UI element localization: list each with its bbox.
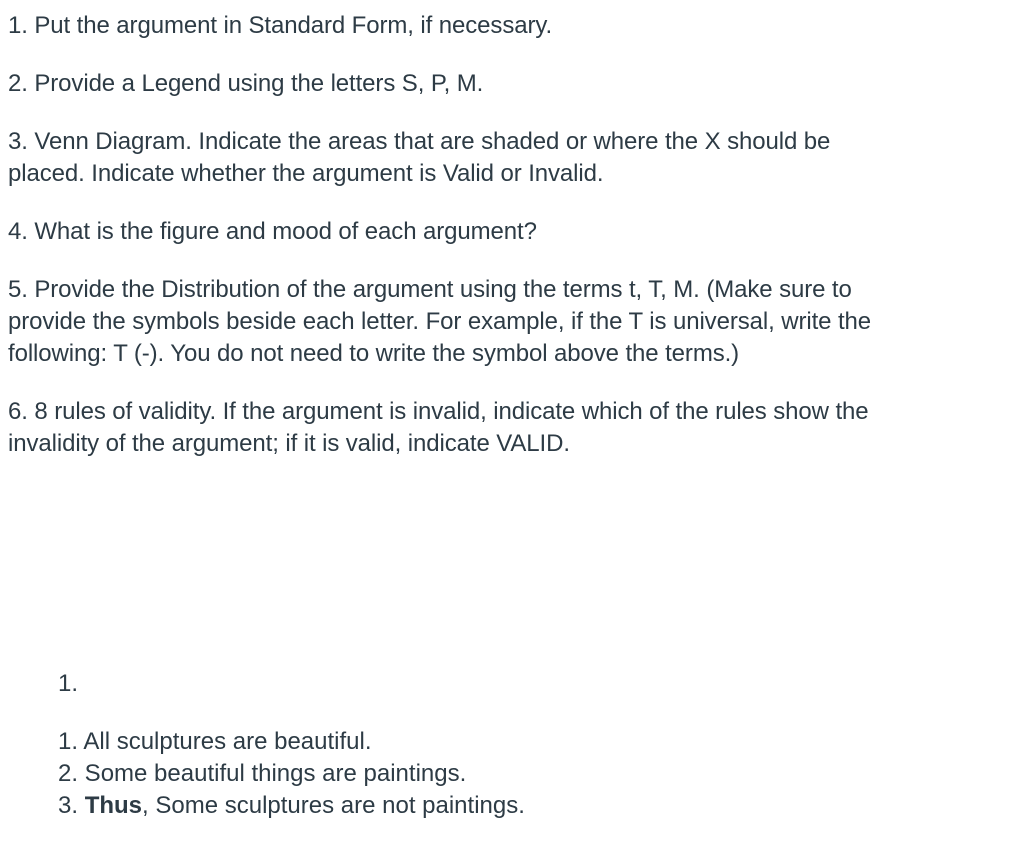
instruction-line: 6. 8 rules of validity. If the argument is invalid, indicate which of the rules show the [8, 398, 869, 425]
conclusion [58, 790, 958, 822]
problem-number: 1. [58, 670, 79, 697]
instruction-5 [8, 274, 1008, 370]
conclusion-text: , Some sculptures are not paintings. [142, 792, 525, 819]
instruction-3 [8, 126, 1008, 190]
instruction-6 [8, 396, 1008, 460]
problem-1 [58, 668, 958, 822]
instruction-line: placed. Indicate whether the argument is Valid or Invalid. [8, 160, 604, 187]
premise-1: 1. All sculptures are beautiful. [58, 728, 372, 755]
instruction-line: invalidity of the argument; if it is valid, indicate VALID. [8, 430, 570, 457]
instruction-2 [8, 68, 1008, 100]
conclusion-prefix: 3. [58, 792, 85, 819]
instruction-line: 4. What is the figure and mood of each argument? [8, 218, 537, 245]
instruction-line: provide the symbols beside each letter. For example, if the T is universal, write the [8, 308, 872, 335]
conclusion-keyword: Thus [84, 792, 143, 819]
instruction-line: 5. Provide the Distribution of the argument using the terms t, T, M. (Make sure to [8, 276, 852, 303]
instruction-line: 1. Put the argument in Standard Form, if necessary. [8, 12, 553, 39]
instruction-line: 2. Provide a Legend using the letters S, P, M. [8, 70, 484, 97]
instruction-1 [8, 10, 1008, 42]
premise-2: 2. Some beautiful things are paintings. [58, 760, 467, 787]
instructions-list [8, 10, 1008, 486]
instruction-4 [8, 216, 1008, 248]
instruction-line: 3. Venn Diagram. Indicate the areas that are shaded or where the X should be [8, 128, 831, 155]
argument [58, 726, 958, 822]
instruction-line: following: T (-). You do not need to write the symbol above the terms.) [8, 340, 740, 367]
